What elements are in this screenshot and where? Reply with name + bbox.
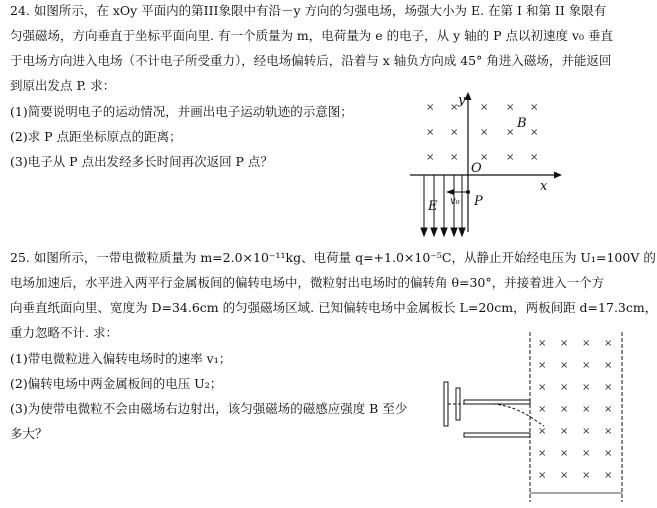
q25-subquestion-2: (2)偏转电场中两金属板间的电压 U₂； (10, 376, 223, 391)
field-mark: × (538, 426, 547, 437)
x-axis-label: x (540, 179, 548, 194)
field-mark: × (506, 127, 515, 138)
field-mark: × (560, 360, 569, 371)
field-mark: × (604, 448, 613, 459)
field-mark: × (426, 127, 435, 138)
field-mark: × (582, 338, 591, 349)
q25-line-4: 重力忽略不计. 求： (10, 325, 118, 340)
point-p-label: P (474, 194, 483, 209)
field-marks (426, 102, 538, 163)
field-mark: × (450, 127, 459, 138)
field-mark: × (560, 426, 569, 437)
field-mark: × (538, 360, 547, 371)
q24-subquestion-2: (2)求 P 点距坐标原点的距离； (10, 129, 182, 144)
q25-subquestion-3-continued: 多大？ (10, 426, 48, 441)
field-mark: × (604, 382, 613, 393)
field-mark: × (560, 448, 569, 459)
deflection-plate-top (464, 400, 530, 404)
field-mark: × (582, 426, 591, 437)
q24-figure (410, 92, 570, 237)
magnetic-field-label: B (517, 116, 527, 131)
field-mark: × (604, 426, 613, 437)
field-mark: × (582, 470, 591, 481)
q24-subquestion-1: (1)简要说明电子的运动情况，并画出电子运动轨迹的示意图； (10, 104, 353, 119)
q24-subquestion-3: (3)电子从 P 点出发经多长时间再次返回 P 点？ (10, 154, 273, 169)
field-mark: × (538, 338, 547, 349)
q25-subquestion-3: (3)为使带电微粒不会由磁场右边射出，该匀强磁场的磁感应强度 B 至少 (10, 401, 408, 416)
q25-figure (432, 330, 657, 505)
q25-field-marks (538, 338, 612, 481)
y-axis-label: y (458, 93, 466, 108)
q24-line-3: 于电场方向进入电场（不计电子所受重力），经电场偏转后，沿着与 x 轴负方向成 45° 角进入磁场，并能返回 (10, 53, 612, 68)
field-mark: × (604, 360, 613, 371)
q24-line-4: 到原出发点 P. 求： (10, 78, 116, 93)
velocity-label: v₀ (450, 196, 460, 207)
field-mark: × (582, 404, 591, 415)
field-mark: × (582, 382, 591, 393)
field-mark: × (582, 448, 591, 459)
y-axis-arrow (465, 92, 472, 100)
field-mark: × (506, 102, 515, 113)
field-mark: × (506, 152, 515, 163)
field-mark: × (530, 127, 539, 138)
field-mark: × (530, 152, 539, 163)
field-mark: × (426, 152, 435, 163)
field-mark: × (538, 448, 547, 459)
q24-line-2: 匀强磁场，方向垂直于坐标平面向里. 有一个质量为 m，电荷量为 e 的电子，从 y 轴的 P 点以初速度 v₀ 垂直 (10, 28, 614, 43)
q25-subquestion-1: (1)带电微粒进入偏转电场时的速率 v₁； (10, 351, 232, 366)
origin-label: O (471, 161, 482, 176)
q25-line-1: 25. 如图所示，一带电微粒质量为 m=2.0×10⁻¹¹kg、电荷量 q=+1.0×10⁻⁵C，从静止开始经电压为 U₁=100V 的 (10, 250, 656, 265)
field-mark: × (582, 360, 591, 371)
field-mark: × (560, 470, 569, 481)
field-mark: × (604, 338, 613, 349)
field-mark: × (450, 152, 459, 163)
accelerating-plate-left (444, 382, 448, 426)
field-mark: × (560, 382, 569, 393)
q25-line-2: 电场加速后，水平进入两平行金属板间的偏转电场中，微粒射出电场时的偏转角 θ=30°，并接着进入一个方 (10, 275, 605, 290)
field-mark: × (426, 102, 435, 113)
field-mark: × (604, 404, 613, 415)
field-mark: × (480, 152, 489, 163)
field-mark: × (450, 102, 459, 113)
field-mark: × (538, 382, 547, 393)
x-axis-arrow (554, 172, 562, 179)
field-mark: × (480, 102, 489, 113)
field-mark: × (538, 404, 547, 415)
q24-line-1: 24. 如图所示，在 xOy 平面内的第III象限中有沿－y 方向的匀强电场，场强大小为 E. 在第 I 和第 II 象限有 (10, 3, 607, 18)
field-mark: × (530, 102, 539, 113)
electric-field-label: E (428, 199, 438, 214)
field-mark: × (560, 338, 569, 349)
field-mark: × (480, 127, 489, 138)
deflection-plate-bottom (464, 433, 530, 437)
field-mark: × (604, 470, 613, 481)
field-mark: × (538, 470, 547, 481)
q25-line-3: 向垂直纸面向里、宽度为 D=34.6cm 的匀强磁场区域. 已知偏转电场中金属板长 L=20cm，两板间距 d=17.3cm， (10, 300, 657, 315)
field-mark: × (560, 404, 569, 415)
